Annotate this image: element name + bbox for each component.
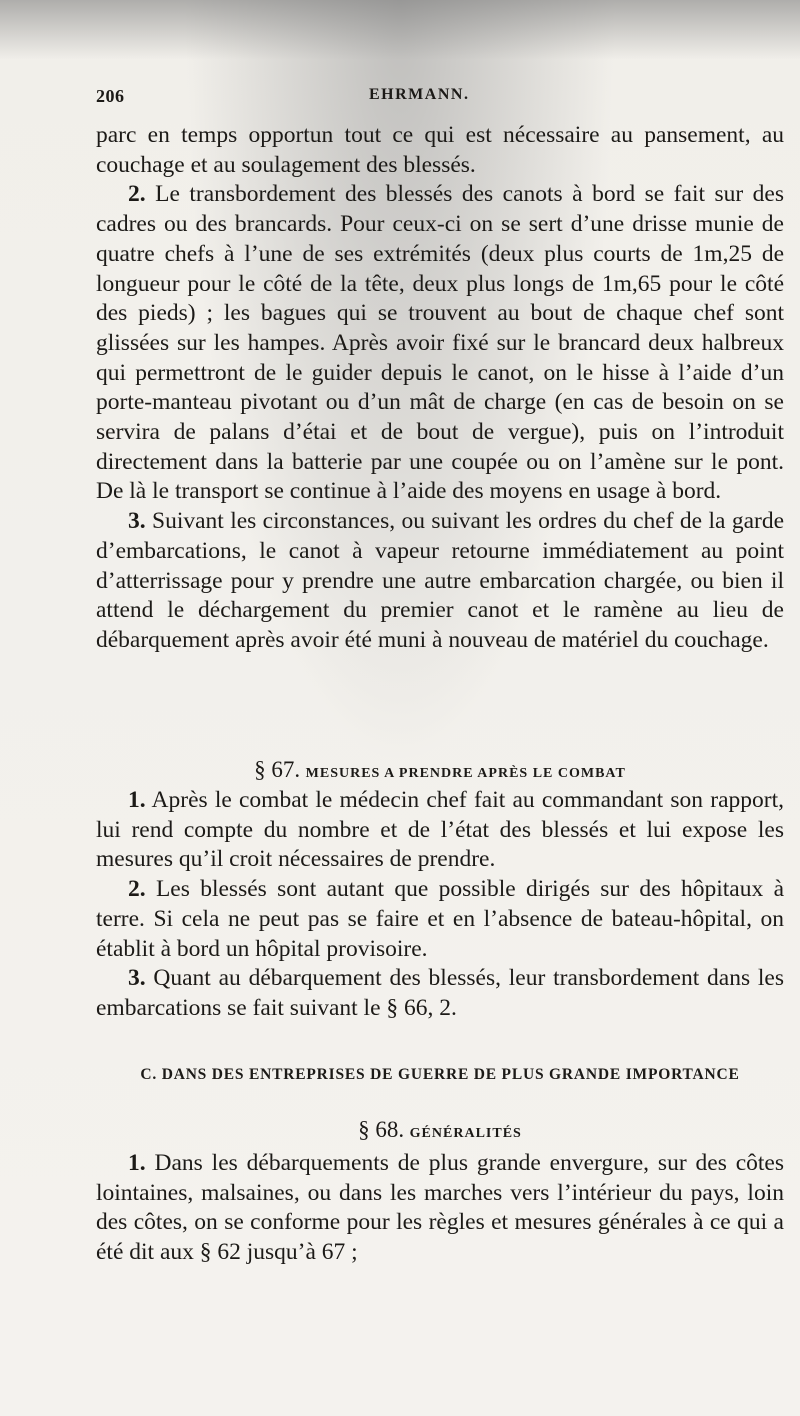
section-number: § 67. [254, 757, 301, 782]
paragraph-1 [96, 786, 784, 875]
paragraph-3 [96, 964, 784, 1023]
paragraph-text: Suivant les circonstances, ou suivant les ordres du chef de la garde d’embarcations, le canot à vapeur retourne immédiatement au point d’atterrissage pour y prendre une autre embarcation chargée, ou bien il attend le déchargement du premier canot et le ramène au lieu de débarquement après avoir été muni à nouveau de matériel du couchage. [96, 508, 784, 653]
paragraph-text: Le transbordement des blessés des canots à bord se fait sur des cadres ou des brancards. Pour ceux-ci on se sert d’une drisse munie de quatre chefs à l’une de ses extrémités (deux plus courts de 1m,25 de longueur pour le côté de la tête, deux plus longs de 1m,65 pour le côté des pieds) ; les bagues qui se trouvent au bout de chaque chef sont glissées sur les hampes. Après avoir fixé sur le brancard deux halbreux qui permettront de le guider depuis le canot, on le hisse à l’aide d’un porte-manteau pivotant ou d’un mât de charge (en cas de besoin on se servira de palans d’étai et de bout de vergue), puis on l’introduit directement dans la batterie par une coupée ou on l’amène sur le pont. De là le transport se continue à l’aide des moyens en usage à bord. [96, 181, 784, 505]
paragraph-text: Dans les débarquements de plus grande envergure, sur des côtes lointaines, malsaines, ou dans les marches vers l’intérieur du pays, loin des côtes, on se conforme pour les règles et mesures générales à ce qui a été dit aux § 62 jusqu’à 67 ; [96, 1150, 784, 1266]
section-number: § 68. [358, 1117, 405, 1142]
page-number: 206 [96, 86, 125, 106]
part-heading-c: C. DANS DES ENTREPRISES DE GUERRE DE PLUS GRANDE IMPORTANCE [140, 1066, 740, 1083]
paragraph-number: 2. [128, 181, 146, 208]
paragraph-number: 2. [128, 876, 146, 903]
text-block-section-68 [96, 1149, 784, 1268]
paragraph-number: 1. [128, 1150, 146, 1176]
page-header [96, 86, 704, 110]
paragraph-continued: parc en temps opportun tout ce qui est nécessaire au pansement, au couchage et au soulagement des blessés. [96, 122, 784, 178]
scan-shadow [0, 0, 800, 60]
paragraph-2 [96, 875, 784, 964]
paragraph-1 [96, 1149, 784, 1268]
section-heading-67 [96, 757, 784, 783]
running-head: EHRMANN. [369, 86, 470, 103]
paragraph-text: Les blessés sont autant que possible dirigés sur des hôpitaux à terre. Si cela ne peut pas se faire et en l’absence de bateau-hôpital, on établit à bord un hôpital provisoire. [96, 876, 784, 962]
text-block-opening [96, 121, 784, 656]
section-heading-68 [96, 1117, 784, 1143]
section-title: MESURES A PRENDRE APRÈS LE COMBAT [305, 766, 626, 781]
paragraph-2 [96, 180, 784, 507]
paragraph-number: 3. [128, 508, 146, 535]
paragraph-number: 3. [128, 965, 146, 992]
text-block-section-67 [96, 786, 784, 1024]
paragraph-text: Après le combat le médecin chef fait au commandant son rapport, lui rend compte du nombre et de l’état des blessés et lui expose les mesures qu’il croit nécessaires de prendre. [96, 787, 784, 873]
paragraph-3 [96, 507, 784, 656]
section-title: GÉNÉRALITÉS [409, 1126, 522, 1141]
paragraph-number: 1. [128, 787, 146, 813]
paragraph-text: Quant au débarquement des blessés, leur transbordement dans les embarcations se fait suivant le § 66, 2. [96, 965, 784, 1021]
